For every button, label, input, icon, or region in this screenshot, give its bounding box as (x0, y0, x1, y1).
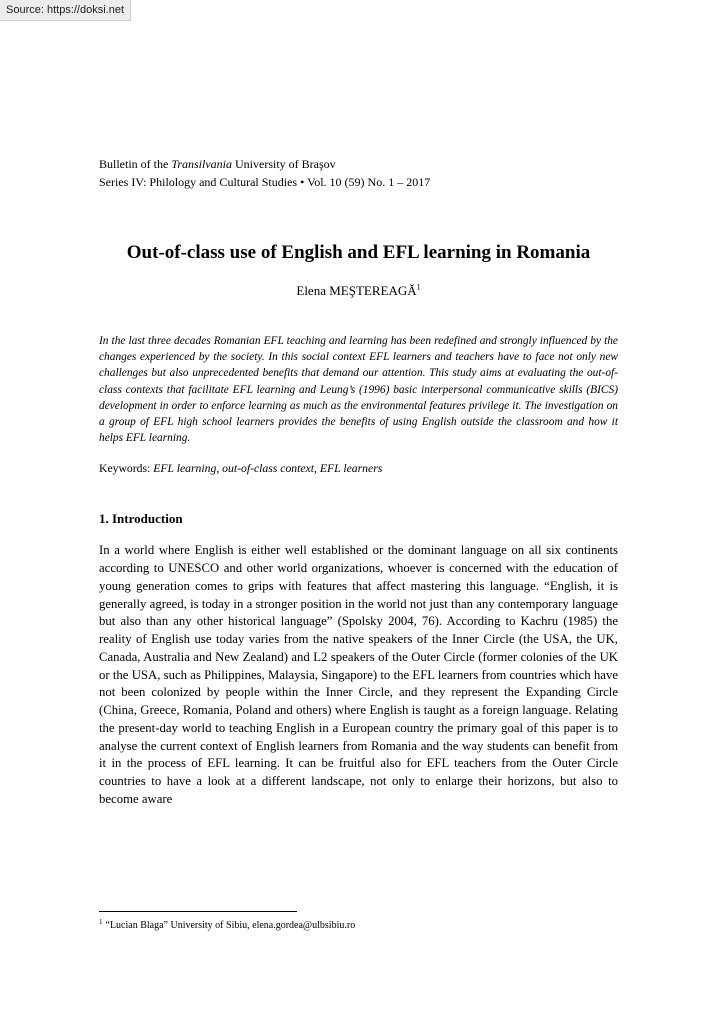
keywords-label: Keywords: (99, 462, 154, 476)
author-footnote-mark: 1 (416, 282, 421, 292)
author (99, 283, 618, 299)
bulletin-suffix: University of Braşov (232, 157, 336, 171)
footnote-rule (99, 911, 297, 912)
bulletin-prefix: Bulletin of the (99, 157, 172, 171)
bulletin-italic: Transilvania (171, 157, 233, 171)
source-label: Source: https://doksi.net (0, 0, 131, 21)
footnote-text: “Lucian Blaga” University of Sibiu, elena.gordea@ulbsibiu.ro (105, 920, 356, 931)
footnote-mark: 1 (99, 917, 103, 926)
bulletin-header (99, 155, 618, 191)
abstract: In the last three decades Romanian EFL teaching and learning has been redefined and strongly influenced by the changes experienced by the society. In this social context EFL learners and teachers have to face not only new challenges but also unprecedented benefits that demand our attention. This study aims at evaluating the out-of-class contexts that facilitate EFL learning and Leung’s (1996) basic interpersonal communicative skills (BICS) development in order to enforce learning as much as the environmental features privilege it. The investigation on a group of EFL high school learners provides the benefits of using English outside the classroom and how it helps EFL learning. (99, 335, 618, 445)
bulletin-line-2: Series IV: Philology and Cultural Studies • Vol. 10 (59) No. 1 – 2017 (99, 175, 431, 189)
bulletin-line-1 (99, 155, 618, 173)
keywords-values: EFL learning, out-of-class context, EFL learners (153, 462, 383, 476)
keywords (99, 461, 618, 477)
page-content (99, 155, 618, 809)
author-name: Elena MEŞTEREAGĂ (296, 283, 417, 298)
footnote (99, 919, 355, 933)
paper-title: Out-of-class use of English and EFL learning in Romania (126, 242, 591, 263)
section-heading: 1. Introduction (99, 511, 183, 527)
introduction-body: In a world where English is either well established or the dominant language on all six continents according to UNESCO and other world organizations, whoever is concerned with the education of young generation comes to grips with features that affect mastering this language. “English, it is generally agreed, is today in a stronger position in the world not just than any contemporary language but also than any other historical language” (Spolsky 2004, 76). According to Kachru (1985) the reality of English use today varies from the native speakers of the Inner Circle (the USA, the UK, Canada, Australia and New Zealand) and L2 speakers of the Outer Circle (former colonies of the UK or the USA, such as Philippines, Malaysia, Singapore) to the EFL learners from countries which have not been colonized by people within the Inner Circle, and they represent the Expanding Circle (China, Greece, Romania, Poland and others) where English is taught as a foreign language. Relating the present-day world to teaching English in a European country the primary goal of this paper is to analyse the current context of English learners from Romania and the way students can benefit from it in the process of EFL learning. It can be fruitful also for EFL teachers from the Outer Circle countries to have a look at a different landscape, not only to enlarge their horizons, but also to become aware (99, 543, 618, 806)
